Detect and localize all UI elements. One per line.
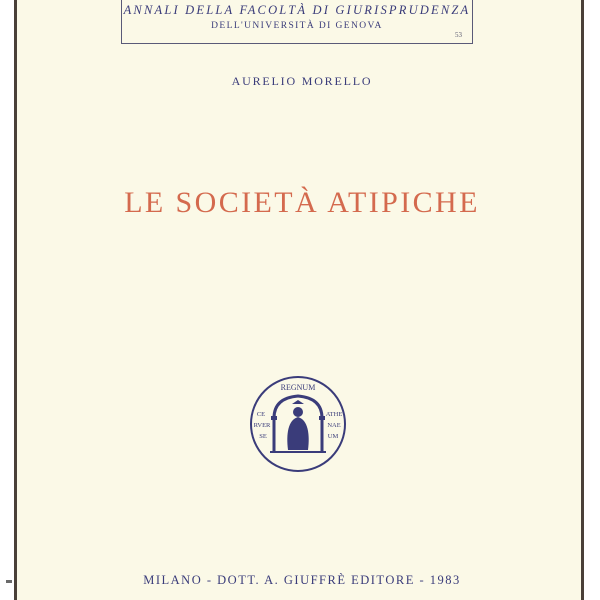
emblem-left-text-2: RVER: [253, 422, 271, 429]
book-title: LE SOCIETÀ ATIPICHE: [124, 186, 480, 219]
publisher-emblem-icon: [248, 374, 348, 474]
emblem-right-text-1: ATHE: [325, 411, 343, 418]
series-title: ANNALI DELLA FACOLTÀ DI GIURISPRUDENZA: [123, 3, 471, 17]
emblem-right-text-3: UM: [327, 433, 339, 440]
book-cover: [14, 0, 584, 600]
series-box: [121, 0, 473, 44]
series-subtitle: DELL'UNIVERSITÀ DI GENOVA: [211, 21, 383, 31]
publisher-imprint: MILANO - DOTT. A. GIUFFRÈ EDITORE - 1983: [143, 573, 461, 587]
emblem-right-text-2: NAE: [327, 422, 341, 429]
page-edge-mark: [6, 580, 12, 583]
author-name: AURELIO MORELLO: [231, 74, 373, 88]
emblem-top-text: REGNUM: [280, 383, 316, 392]
series-number: 53: [455, 31, 462, 39]
emblem-left-text-3: SE: [259, 433, 267, 440]
emblem-left-text-1: CE: [256, 411, 266, 418]
